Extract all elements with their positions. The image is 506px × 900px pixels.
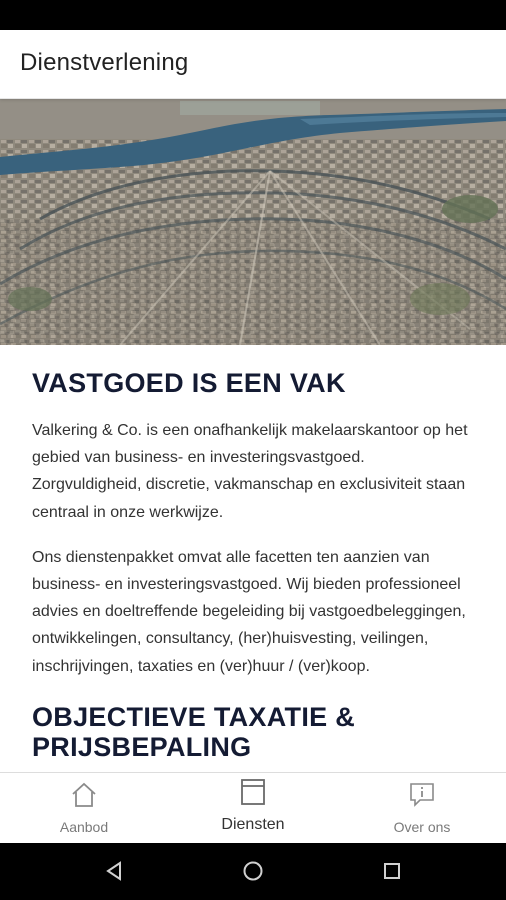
nav-label-over-ons: Over ons: [393, 819, 451, 835]
article: [32, 345, 472, 762]
home-icon: [70, 781, 98, 809]
paragraph-intro: Valkering & Co. is een onafhankelijk makelaarskantoor op het gebied van business- en investeringsvastgoed. Zorgvuldigheid, discretie, vakmanschap en exclusiviteit staan centraal in onze werkwijze.: [32, 422, 468, 521]
recents-icon[interactable]: [382, 861, 402, 881]
nav-item-diensten[interactable]: [169, 773, 337, 843]
status-bar: [0, 0, 506, 30]
info-chat-icon: [408, 781, 436, 809]
paragraph-services: Ons dienstenpakket omvat alle facetten ten aanzien van business- en investeringsvastgoed. Wij bieden professioneel advies en doeltreffende begeleiding bij vastgoedbeleggingen, ontwikkelingen, consultancy, (her)huisvesting, veilingen, inschrijvingen, taxaties en (ver)huur / (ver)koop.: [32, 548, 466, 675]
nav-item-over-ons[interactable]: [338, 773, 506, 843]
nav-label-diensten: Diensten: [221, 816, 285, 833]
page-title: Dienstverlening: [20, 49, 189, 76]
nav-item-aanbod[interactable]: [0, 773, 168, 843]
system-navigation-bar: [0, 842, 506, 900]
aerial-city-photo: [0, 99, 506, 345]
hero-image: [0, 99, 506, 345]
box-icon: [240, 778, 266, 806]
back-icon[interactable]: [104, 861, 124, 881]
app-bar: [0, 30, 506, 99]
content-scroll-area[interactable]: [0, 99, 506, 772]
section-heading-2: OBJECTIEVE TAXATIE & PRIJSBEPALING: [32, 701, 356, 762]
bottom-navigation: [0, 772, 506, 843]
home-circle-icon[interactable]: [242, 860, 264, 882]
nav-label-aanbod: Aanbod: [59, 819, 109, 835]
section-heading: VASTGOED IS EEN VAK: [32, 368, 346, 398]
